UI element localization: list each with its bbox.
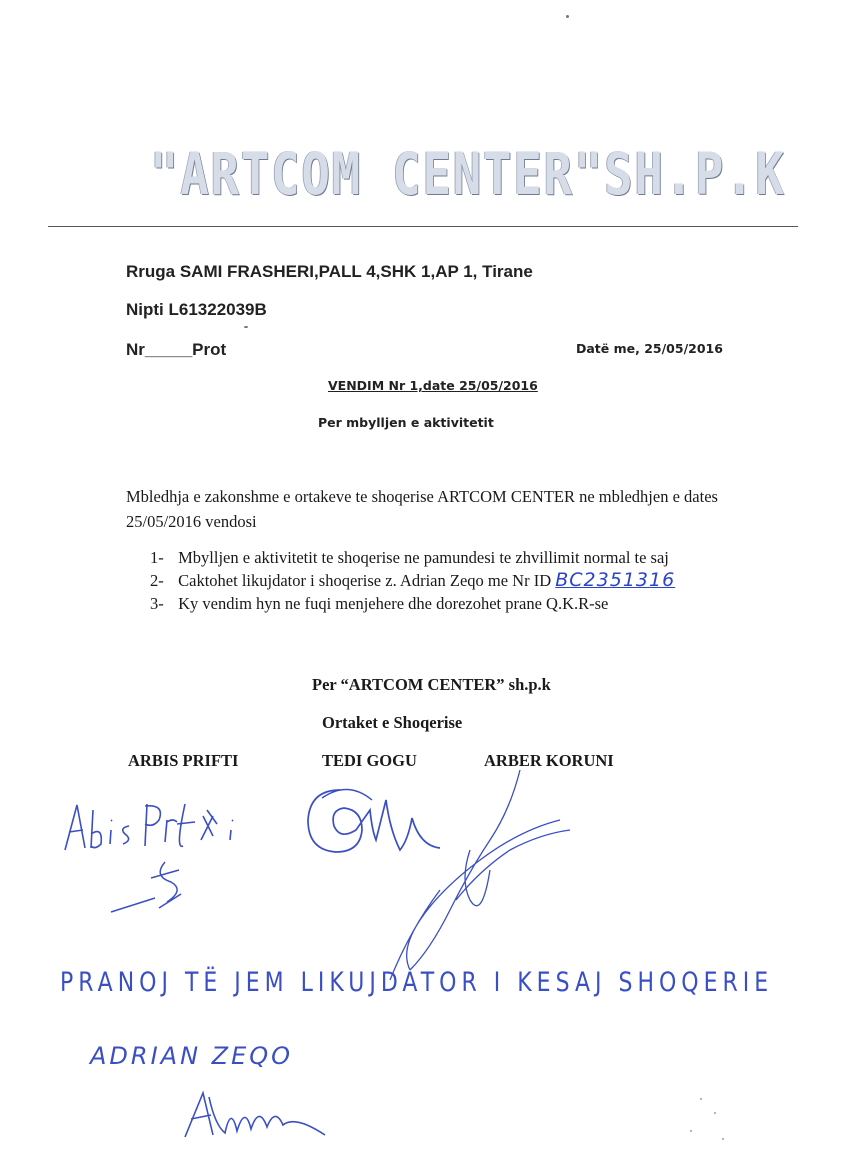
decision-item [150, 546, 675, 569]
item-number: 1- [150, 548, 164, 567]
partner-name-tedi-gogu: TEDI GOGU [322, 751, 417, 770]
handwritten-liquidator-name: ADRIAN ZEQO [90, 1042, 294, 1070]
company-nipt: Nipti L61322039B [126, 300, 267, 319]
decision-item [150, 569, 675, 592]
signature-adrian-zeqo [175, 1085, 355, 1145]
protocol-number: Nr_____Prot [126, 340, 227, 359]
item-text: Caktohet likujdator i shoqerise z. Adrian Zeqo me Nr ID [178, 571, 552, 590]
signature-company-line: Per “ARTCOM CENTER” sh.p.k [312, 675, 551, 694]
decision-intro: Mbledhja e zakonshme e ortakeve te shoqerise ARTCOM CENTER ne mbledhjen e dates 25/05/2016 vendosi [126, 487, 718, 531]
decision-items [150, 546, 675, 615]
company-name-header: "ARTCOM CENTER"SH.P.K [150, 140, 786, 208]
partner-name-arbis-prifti: ARBIS PRIFTI [128, 751, 239, 770]
signature-arber-koruni [370, 750, 590, 990]
partners-title: Ortaket e Shoqerise [322, 713, 463, 732]
handwritten-acceptance-statement: PRANOJ TË JEM LIKUJDATOR I KESAJ SHOQERIE [60, 968, 774, 998]
item-number: 3- [150, 594, 164, 613]
scan-speck [690, 1130, 692, 1132]
handwritten-id-number: BC2351316 [555, 569, 676, 591]
company-address: Rruga SAMI FRASHERI,PALL 4,SHK 1,AP 1, Tirane [126, 262, 533, 281]
header-divider [48, 226, 798, 227]
item-number: 2- [150, 571, 164, 590]
decision-subtitle: Per mbylljen e aktivitetit [318, 415, 494, 430]
scan-speck [244, 326, 248, 328]
scan-speck [722, 1138, 724, 1140]
item-text: Ky vendim hyn ne fuqi menjehere dhe dorezohet prane Q.K.R-se [178, 594, 609, 613]
scan-speck [566, 15, 569, 18]
scan-speck [700, 1098, 702, 1100]
decision-title: VENDIM Nr 1,date 25/05/2016 [328, 378, 538, 393]
scan-speck [714, 1112, 716, 1114]
signature-arbis-prifti [55, 790, 265, 920]
document-date: Datë me, 25/05/2016 [576, 341, 723, 356]
item-text: Mbylljen e aktivitetit te shoqerise ne pamundesi te zhvillimit normal te saj [178, 548, 669, 567]
decision-item [150, 592, 675, 615]
partner-name-arber-koruni: ARBER KORUNI [484, 751, 614, 770]
